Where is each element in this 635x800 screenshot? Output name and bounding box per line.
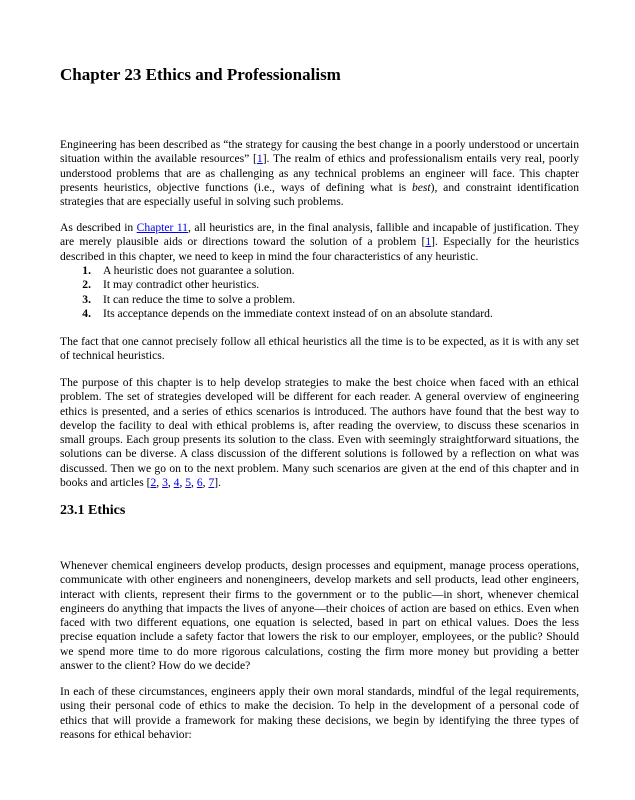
heuristics-text-b: , all heuristics are, in the final analysis, fallible and incapable of justification. They are merely plausible aids or directions toward the solution of a problem [ xyxy=(60,221,579,249)
intro-emphasis: best xyxy=(411,180,431,194)
standards-text: In each of these circumstances, engineers apply their own moral standards, mindful of the legal requirements, using their personal code of ethics to make the decision. To help in the development of a personal code of ethics that will provide a framework for making these decisions, we begin by identifying the three types of reasons for ethical behavior: xyxy=(60,685,579,741)
standards-paragraph xyxy=(60,685,579,742)
purpose-text-a: The purpose of this chapter is to help develop strategies to make the best choice when faced with an ethical problem. The set of strategies developed will be different for each reader. A general overview of engineering ethics is presented, and a series of ethics scenarios is introduced. The authors have found that the best way to develop the facility to deal with ethical problems is, after reading the overview, to discuss these scenarios in small groups. Each group presents its solution to the class. Even with seemingly straightforward situations, the solutions can be diverse. A class discussion of the different solutions is followed by a reflection on what was discussed. Then we go on to the next problem. Many such scenarios are given at the end of this chapter and in books and articles [ xyxy=(60,376,579,490)
ethics-text: Whenever chemical engineers develop products, design processes and equipment, manage process operations, communicate with other engineers and nonengineers, develop markets and sell products, lead other engineers, interact with clients, represent their firms to the government or to the public—in short, whenever chemical engineers do anything that impacts the lives of anyone—their choices of action are based on ethics. Even when faced with two different equations, one equation is selected, based in part on ethical values. Does the less precise equation include a safety factor that lowers the risk to our employer, employees, or the public? Should we spend more time to do more rigorous calculations, costing the firm more money but providing a better answer to the client? How do we decide? xyxy=(60,559,579,673)
list-text: It may contradict other heuristics. xyxy=(103,278,260,292)
citation-link-1b[interactable]: 1 xyxy=(425,235,432,249)
citation-link-3[interactable]: 3 xyxy=(162,476,168,490)
citation-link-6[interactable]: 6 xyxy=(196,476,203,490)
list-item xyxy=(60,307,579,321)
list-text: Its acceptance depends on the immediate context instead of on an absolute standard. xyxy=(103,306,493,320)
intro-text-a: Engineering has been described as “the strategy for causing the best change in a poorly understood or uncertain situation within the available resources” [ xyxy=(60,138,579,166)
purpose-paragraph: The purpose of this chapter is to help develop strategies to make the best choice when faced with an ethical problem. The set of strategies developed will be different for each reader. A general overview of engineering ethics is presented, and a series of ethics scenarios is introduced. The authors have found that the best way to develop the facility to deal with ethical problems is, after reading the overview, to discuss these scenarios in small groups. Each group presents its solution to the class. Even with seemingly straightforward situations, the solutions can be diverse. A class discussion of the different solutions is followed by a reflection on what was discussed. Then we go on to the next problem. Many such scenarios are given at the end of this chapter and in books and articles [2, 3, 4, 5, 6, 7]. xyxy=(60,376,579,490)
citation-link-7[interactable]: 7 xyxy=(208,476,215,490)
heuristics-text-c: ]. Especially for the heuristics described in this chapter, we need to keep in mind the four characteristics of any heuristic. xyxy=(60,235,579,263)
citation-link-4[interactable]: 4 xyxy=(173,476,180,490)
list-item xyxy=(60,293,579,307)
citation-link-2[interactable]: 2 xyxy=(150,476,157,490)
citation-link-5[interactable]: 5 xyxy=(185,476,192,490)
heuristics-text-a: As described in xyxy=(60,221,137,234)
chapter-11-link[interactable]: Chapter 11 xyxy=(136,221,188,234)
ethics-paragraph xyxy=(60,559,579,673)
list-number: 2. xyxy=(82,278,91,292)
expectation-text: The fact that one cannot precisely follow all ethical heuristics all the time is to be expected, as it is with any set of technical heuristics. xyxy=(60,335,579,363)
heuristics-paragraph xyxy=(60,221,579,264)
list-number: 4. xyxy=(82,306,91,320)
list-number: 3. xyxy=(82,292,91,306)
citation-link-1[interactable]: 1 xyxy=(256,152,263,166)
list-item xyxy=(60,278,579,292)
intro-text-c: ), and constraint identification strategies that are especially useful in solving such problems. xyxy=(60,180,579,209)
heuristics-list xyxy=(60,264,579,321)
list-item xyxy=(60,264,579,278)
intro-text-b: ]. The realm of ethics and professionalism entails very real, poorly understood problems that are as challenging as any technical problems an engineer will face. This chapter presents heuristics, objective functions (i.e., ways of defining what is xyxy=(60,152,579,194)
expectation-paragraph xyxy=(60,335,579,364)
chapter-title: Chapter 23 Ethics and Professionalism xyxy=(60,65,341,84)
list-text: A heuristic does not guarantee a solution. xyxy=(103,264,295,277)
list-text: It can reduce the time to solve a problem. xyxy=(103,292,296,306)
section-title: 23.1 Ethics xyxy=(60,503,126,518)
intro-paragraph xyxy=(60,138,579,209)
list-number: 1. xyxy=(82,264,91,277)
purpose-text-b: ]. xyxy=(214,476,221,490)
